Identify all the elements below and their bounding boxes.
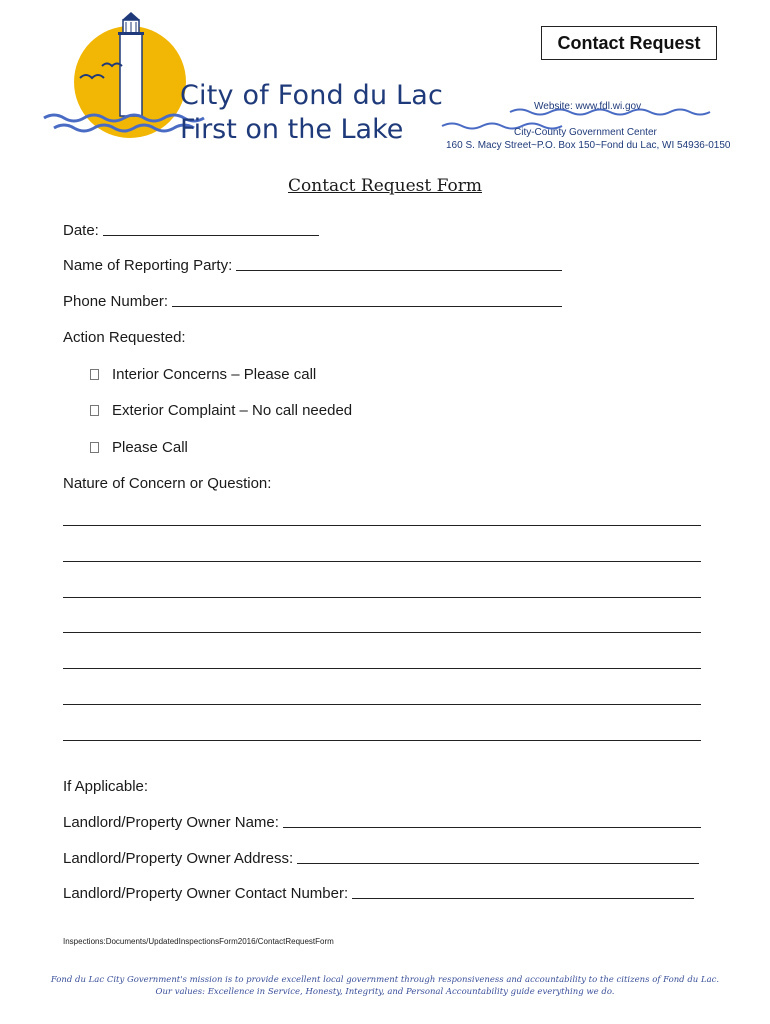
concern-line[interactable] (63, 525, 701, 526)
owner-address-label: Landlord/Property Owner Address: (63, 850, 294, 867)
mailing-address: 160 S. Macy Street~P.O. Box 150~Fond du Lac, WI 54936-0150 (446, 140, 731, 151)
checkbox-icon[interactable] (90, 405, 99, 416)
government-center-text: City-County Government Center (514, 127, 657, 138)
action-requested-label: Action Requested: (63, 329, 186, 346)
concern-line[interactable] (63, 668, 701, 669)
form-title (0, 176, 770, 196)
concern-line[interactable] (63, 597, 701, 598)
owner-name-blank[interactable] (283, 826, 701, 828)
reporting-party-blank[interactable] (236, 269, 562, 271)
option-label: Exterior Complaint – No call needed (112, 402, 353, 419)
contact-request-badge: Contact Request (541, 26, 717, 60)
concern-line[interactable] (63, 632, 701, 633)
concern-line[interactable] (63, 740, 701, 741)
option-label: Please Call (112, 439, 188, 456)
form-title-text: Contact Request Form (288, 176, 482, 196)
checkbox-icon[interactable] (90, 369, 99, 380)
owner-address-field (63, 850, 699, 867)
phone-blank[interactable] (172, 305, 562, 307)
letterhead (0, 0, 770, 165)
option-exterior-complaint[interactable] (90, 402, 352, 419)
checkbox-icon[interactable] (90, 442, 99, 453)
document-path: Inspections:Documents/UpdatedInspectionsForm2016/ContactRequestForm (63, 937, 334, 946)
phone-label: Phone Number: (63, 293, 169, 310)
option-interior-concerns[interactable] (90, 366, 316, 383)
values-line: Our values: Excellence in Service, Honesty, Integrity, and Personal Accountability guide everything we do. (155, 987, 615, 997)
owner-contact-blank[interactable] (352, 897, 694, 899)
concern-line[interactable] (63, 561, 701, 562)
owner-address-blank[interactable] (297, 862, 699, 864)
website-text: Website: www.fdl.wi.gov (534, 101, 642, 112)
mission-line: Fond du Lac City Government's mission is to provide excellent local government through responsiveness and accountability to the citizens of Fond du Lac. (50, 975, 720, 985)
date-field (63, 222, 319, 239)
owner-contact-label: Landlord/Property Owner Contact Number: (63, 885, 349, 902)
if-applicable-label: If Applicable: (63, 778, 149, 795)
date-label: Date: (63, 222, 99, 239)
option-please-call[interactable] (90, 439, 188, 456)
phone-field (63, 293, 562, 310)
city-tagline: First on the Lake (180, 114, 404, 145)
reporting-party-label: Name of Reporting Party: (63, 257, 233, 274)
owner-contact-field (63, 885, 694, 902)
date-blank[interactable] (103, 234, 319, 236)
nature-of-concern-label: Nature of Concern or Question: (63, 475, 272, 492)
mission-statement (0, 974, 770, 998)
owner-name-label: Landlord/Property Owner Name: (63, 814, 279, 831)
city-name: City of Fond du Lac (180, 80, 444, 111)
option-label: Interior Concerns – Please call (112, 366, 317, 383)
concern-line[interactable] (63, 704, 701, 705)
reporting-party-field (63, 257, 562, 274)
owner-name-field (63, 814, 701, 831)
